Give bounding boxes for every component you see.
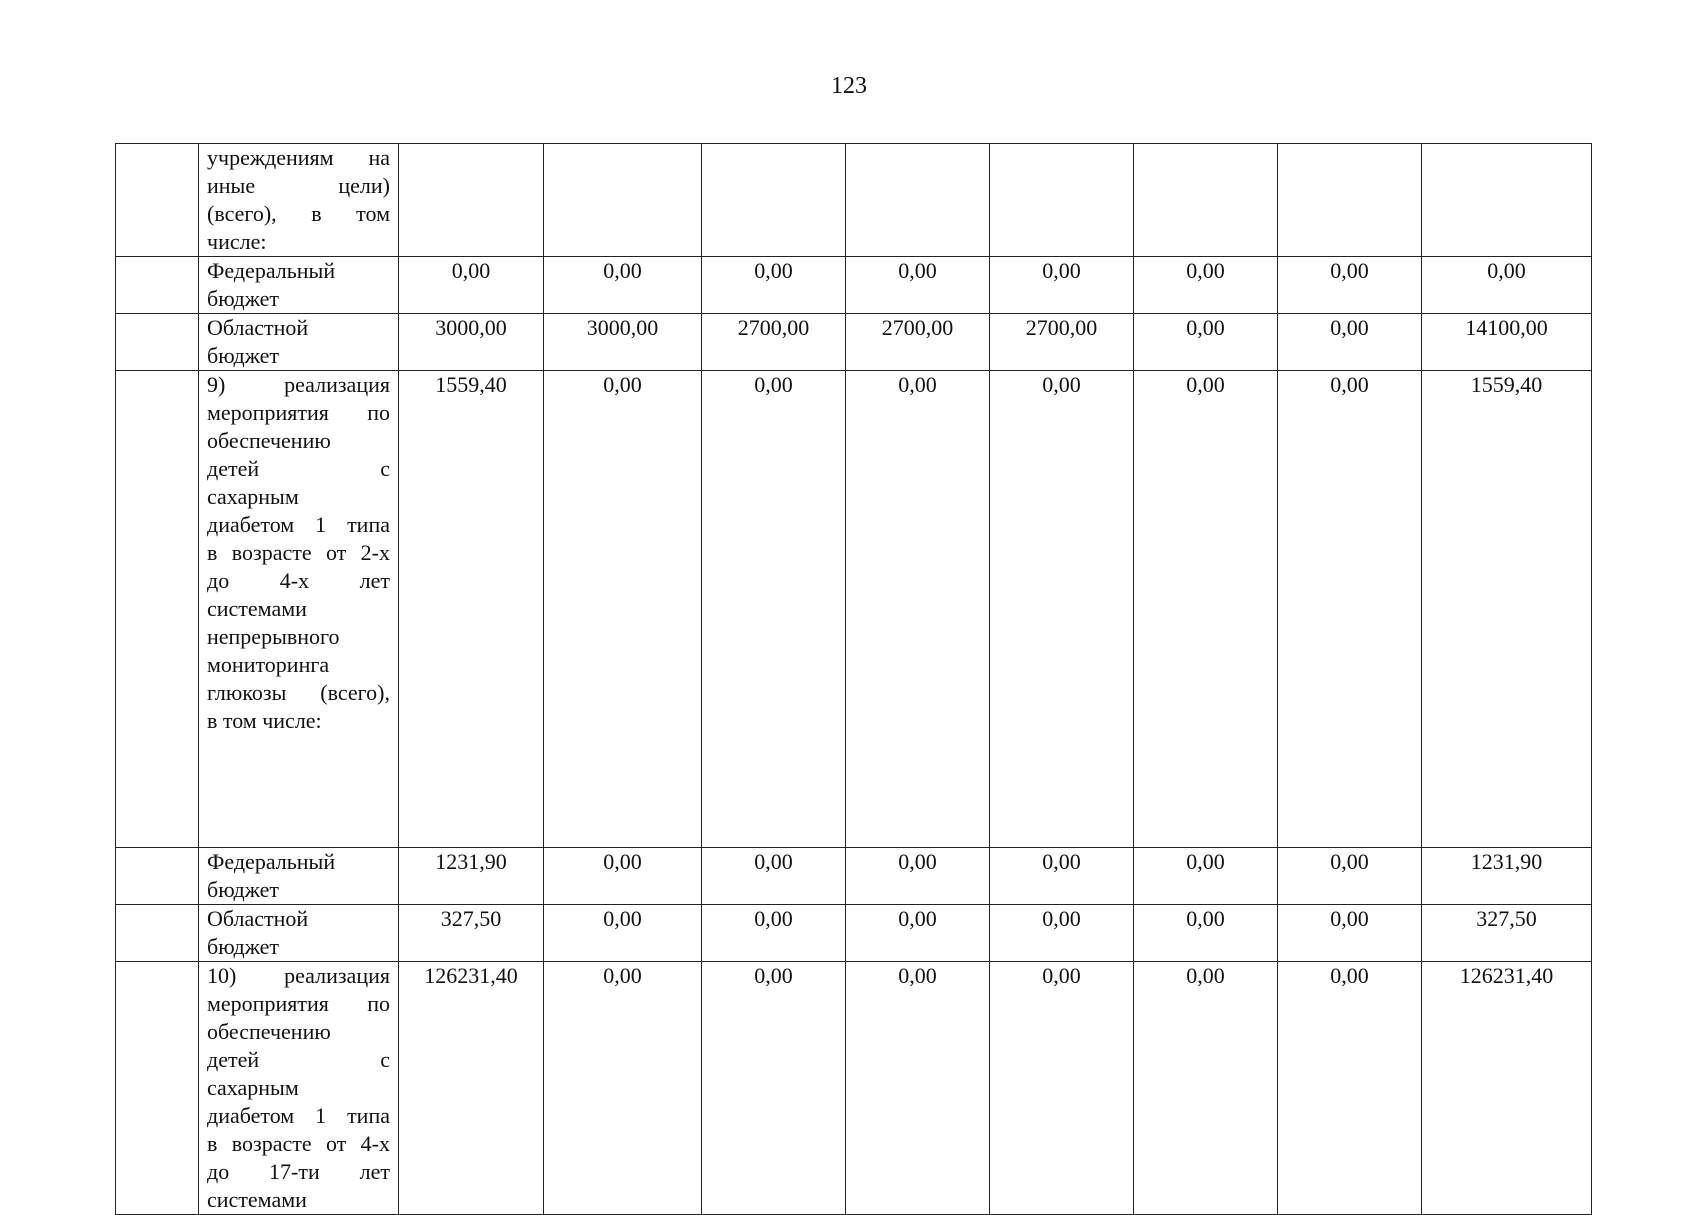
description-line: Областной (207, 315, 309, 340)
value-cell: 0,00 (1134, 257, 1278, 314)
row-number-cell (116, 314, 199, 371)
row-number-cell (116, 371, 199, 848)
description-line: сахарным (207, 484, 299, 509)
value-cell: 0,00 (846, 905, 990, 962)
page-number: 123 (831, 73, 867, 99)
total-value-cell: 1231,90 (1422, 848, 1592, 905)
total-value-cell: 126231,40 (1422, 962, 1592, 1215)
value-cell (1134, 144, 1278, 257)
description-line: мониторинга (207, 652, 330, 677)
description-line: в возрасте от 4-х (207, 1131, 390, 1156)
value-cell: 2700,00 (702, 314, 846, 371)
value-cell: 3000,00 (544, 314, 702, 371)
budget-table (115, 143, 1592, 1215)
description-line: в том числе: (207, 708, 322, 733)
value-cell (544, 144, 702, 257)
description-line: 10) реализация (207, 963, 390, 988)
row-number-cell (116, 962, 199, 1215)
value-cell: 0,00 (846, 962, 990, 1215)
description-line: бюджет (207, 877, 279, 902)
description-line: (всего), в том (207, 201, 390, 226)
description-line: системами (207, 596, 307, 621)
description-cell (199, 371, 399, 848)
description-line: до 17-ти лет (207, 1159, 390, 1184)
description-line: учреждениям на (207, 145, 390, 170)
description-line: мероприятия по (207, 400, 390, 425)
value-cell: 0,00 (990, 962, 1134, 1215)
value-cell: 0,00 (846, 848, 990, 905)
value-cell: 0,00 (544, 257, 702, 314)
value-cell: 0,00 (1278, 314, 1422, 371)
description-line: в возрасте от 2-х (207, 540, 390, 565)
description-line: диабетом 1 типа (207, 512, 390, 537)
total-value-cell (1422, 144, 1592, 257)
description-line: обеспечению (207, 1019, 331, 1044)
description-line: непрерывного (207, 624, 340, 649)
value-cell: 0,00 (990, 848, 1134, 905)
value-cell: 2700,00 (846, 314, 990, 371)
value-cell: 0,00 (990, 257, 1134, 314)
description-line: бюджет (207, 286, 279, 311)
description-line: бюджет (207, 343, 279, 368)
total-value-cell: 327,50 (1422, 905, 1592, 962)
total-value-cell: 0,00 (1422, 257, 1592, 314)
description-line: системами (207, 1187, 307, 1212)
value-cell: 0,00 (544, 848, 702, 905)
description-line: глюкозы (всего), (207, 680, 390, 705)
value-cell: 0,00 (702, 848, 846, 905)
description-cell (199, 257, 399, 314)
row-number-cell (116, 905, 199, 962)
table-row (116, 257, 1592, 314)
value-cell (1278, 144, 1422, 257)
description-cell (199, 144, 399, 257)
value-cell: 0,00 (1134, 314, 1278, 371)
value-cell: 0,00 (846, 371, 990, 848)
value-cell: 126231,40 (399, 962, 544, 1215)
value-cell: 0,00 (1278, 848, 1422, 905)
value-cell (990, 144, 1134, 257)
description-cell (199, 848, 399, 905)
total-value-cell: 14100,00 (1422, 314, 1592, 371)
value-cell: 2700,00 (990, 314, 1134, 371)
value-cell: 0,00 (702, 905, 846, 962)
value-cell: 0,00 (990, 371, 1134, 848)
value-cell: 0,00 (544, 905, 702, 962)
description-line: бюджет (207, 934, 279, 959)
value-cell: 0,00 (1134, 905, 1278, 962)
row-number-cell (116, 848, 199, 905)
value-cell: 0,00 (1278, 905, 1422, 962)
value-cell: 1231,90 (399, 848, 544, 905)
description-line: сахарным (207, 1075, 299, 1100)
value-cell: 0,00 (702, 962, 846, 1215)
value-cell: 0,00 (1278, 371, 1422, 848)
value-cell: 0,00 (1134, 962, 1278, 1215)
description-line: детей с (207, 456, 390, 481)
total-value-cell: 1559,40 (1422, 371, 1592, 848)
value-cell: 0,00 (1134, 848, 1278, 905)
description-line: 9) реализация (207, 372, 390, 397)
description-cell (199, 314, 399, 371)
value-cell: 0,00 (846, 257, 990, 314)
description-line: Федеральный (207, 849, 336, 874)
table-body (116, 144, 1592, 1215)
value-cell: 0,00 (544, 962, 702, 1215)
description-cell (199, 905, 399, 962)
value-cell (399, 144, 544, 257)
description-line: числе: (207, 229, 267, 254)
table-row (116, 905, 1592, 962)
table-row (116, 962, 1592, 1215)
description-line: Областной (207, 906, 309, 931)
value-cell (846, 144, 990, 257)
table-row (116, 371, 1592, 848)
description-line: диабетом 1 типа (207, 1103, 390, 1128)
table-row (116, 144, 1592, 257)
value-cell: 0,00 (1134, 371, 1278, 848)
description-line: до 4-х лет (207, 568, 390, 593)
value-cell: 0,00 (399, 257, 544, 314)
row-number-cell (116, 144, 199, 257)
row-number-cell (116, 257, 199, 314)
description-cell (199, 962, 399, 1215)
value-cell: 0,00 (702, 257, 846, 314)
description-line: Федеральный (207, 258, 336, 283)
value-cell (702, 144, 846, 257)
table-row (116, 848, 1592, 905)
value-cell: 0,00 (544, 371, 702, 848)
description-line: мероприятия по (207, 991, 390, 1016)
value-cell: 0,00 (1278, 257, 1422, 314)
value-cell: 0,00 (1278, 962, 1422, 1215)
value-cell: 0,00 (702, 371, 846, 848)
description-line: иные цели) (207, 173, 390, 198)
description-line: детей с (207, 1047, 390, 1072)
value-cell: 3000,00 (399, 314, 544, 371)
value-cell: 327,50 (399, 905, 544, 962)
table-row (116, 314, 1592, 371)
description-line: обеспечению (207, 428, 331, 453)
value-cell: 0,00 (990, 905, 1134, 962)
value-cell: 1559,40 (399, 371, 544, 848)
